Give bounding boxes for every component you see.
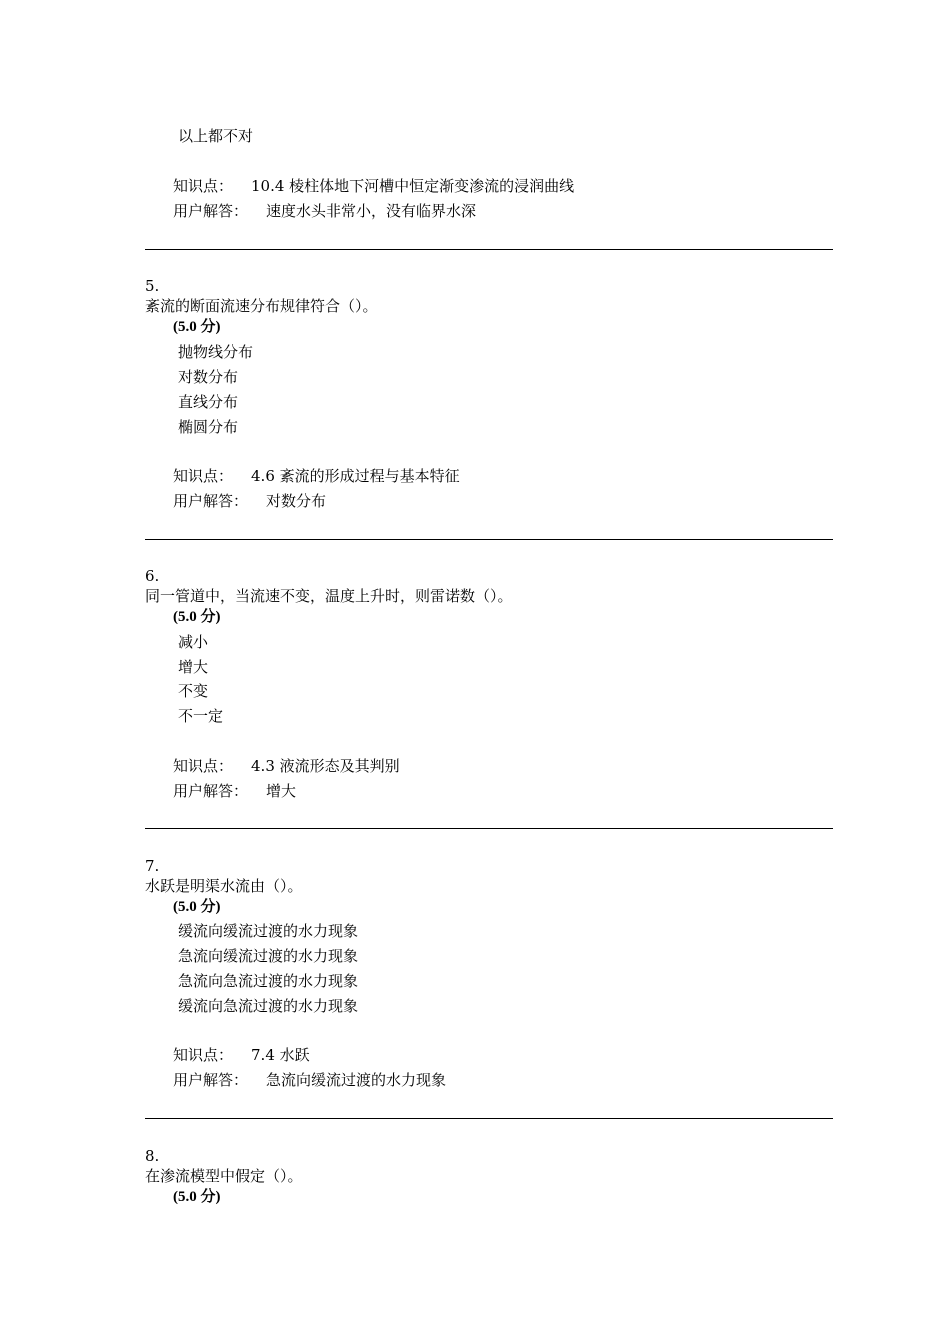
option-4: 椭圆分布 xyxy=(178,418,239,436)
question-text: 水跃是明渠水流由（）。 xyxy=(145,877,303,895)
answer-value: 对数分布 xyxy=(266,492,327,510)
question-score: (5.0 分) xyxy=(173,1189,221,1205)
option-3: 不变 xyxy=(178,682,209,700)
question-score: (5.0 分) xyxy=(173,609,221,625)
question-separator xyxy=(145,828,833,829)
answer-row xyxy=(173,1070,446,1090)
knowledge-row xyxy=(173,756,400,776)
answer-label: 用户解答： xyxy=(173,1071,249,1089)
knowledge-value: 7.4 水跃 xyxy=(251,1046,310,1064)
option-1: 缓流向缓流过渡的水力现象 xyxy=(178,922,359,940)
knowledge-row xyxy=(173,466,460,486)
question-text: 在渗流模型中假定（）。 xyxy=(145,1167,303,1185)
knowledge-value: 4.3 液流形态及其判别 xyxy=(251,757,400,775)
question-separator xyxy=(145,1118,833,1119)
answer-label: 用户解答： xyxy=(173,782,249,800)
knowledge-label: 知识点： xyxy=(173,757,234,775)
prev-answer-row xyxy=(173,201,476,221)
option-1: 减小 xyxy=(178,633,209,651)
question-text: 同一管道中，当流速不变，温度上升时，则雷诺数（）。 xyxy=(145,587,513,605)
option-2: 对数分布 xyxy=(178,368,239,386)
option-3: 急流向急流过渡的水力现象 xyxy=(178,972,359,990)
option-1: 抛物线分布 xyxy=(178,343,254,361)
option-3: 直线分布 xyxy=(178,393,239,411)
knowledge-row xyxy=(173,1045,310,1065)
question-separator xyxy=(145,249,833,250)
option-2: 急流向缓流过渡的水力现象 xyxy=(178,947,359,965)
option-2: 增大 xyxy=(178,658,209,676)
knowledge-value: 4.6 紊流的形成过程与基本特征 xyxy=(251,467,460,485)
answer-value: 速度水头非常小，没有临界水深 xyxy=(266,202,477,220)
question-number: 5. xyxy=(145,277,160,295)
knowledge-label: 知识点： xyxy=(173,467,234,485)
question-score: (5.0 分) xyxy=(173,899,221,915)
answer-label: 用户解答： xyxy=(173,202,249,220)
answer-label: 用户解答： xyxy=(173,492,249,510)
question-score: (5.0 分) xyxy=(173,319,221,335)
question-number: 7. xyxy=(145,857,160,875)
knowledge-value: 10.4 棱柱体地下河槽中恒定渐变渗流的浸润曲线 xyxy=(251,177,575,195)
option-4: 不一定 xyxy=(178,707,224,725)
question-number: 8. xyxy=(145,1147,160,1165)
question-text: 紊流的断面流速分布规律符合（）。 xyxy=(145,297,378,315)
answer-row xyxy=(173,491,326,511)
question-separator xyxy=(145,539,833,540)
prev-option-4: 以上都不对 xyxy=(178,127,254,145)
knowledge-label: 知识点： xyxy=(173,1046,234,1064)
question-number: 6. xyxy=(145,567,160,585)
option-4: 缓流向急流过渡的水力现象 xyxy=(178,997,359,1015)
prev-knowledge-row xyxy=(173,176,574,196)
answer-row xyxy=(173,781,296,801)
knowledge-label: 知识点： xyxy=(173,177,234,195)
answer-value: 急流向缓流过渡的水力现象 xyxy=(266,1071,447,1089)
answer-value: 增大 xyxy=(266,782,297,800)
